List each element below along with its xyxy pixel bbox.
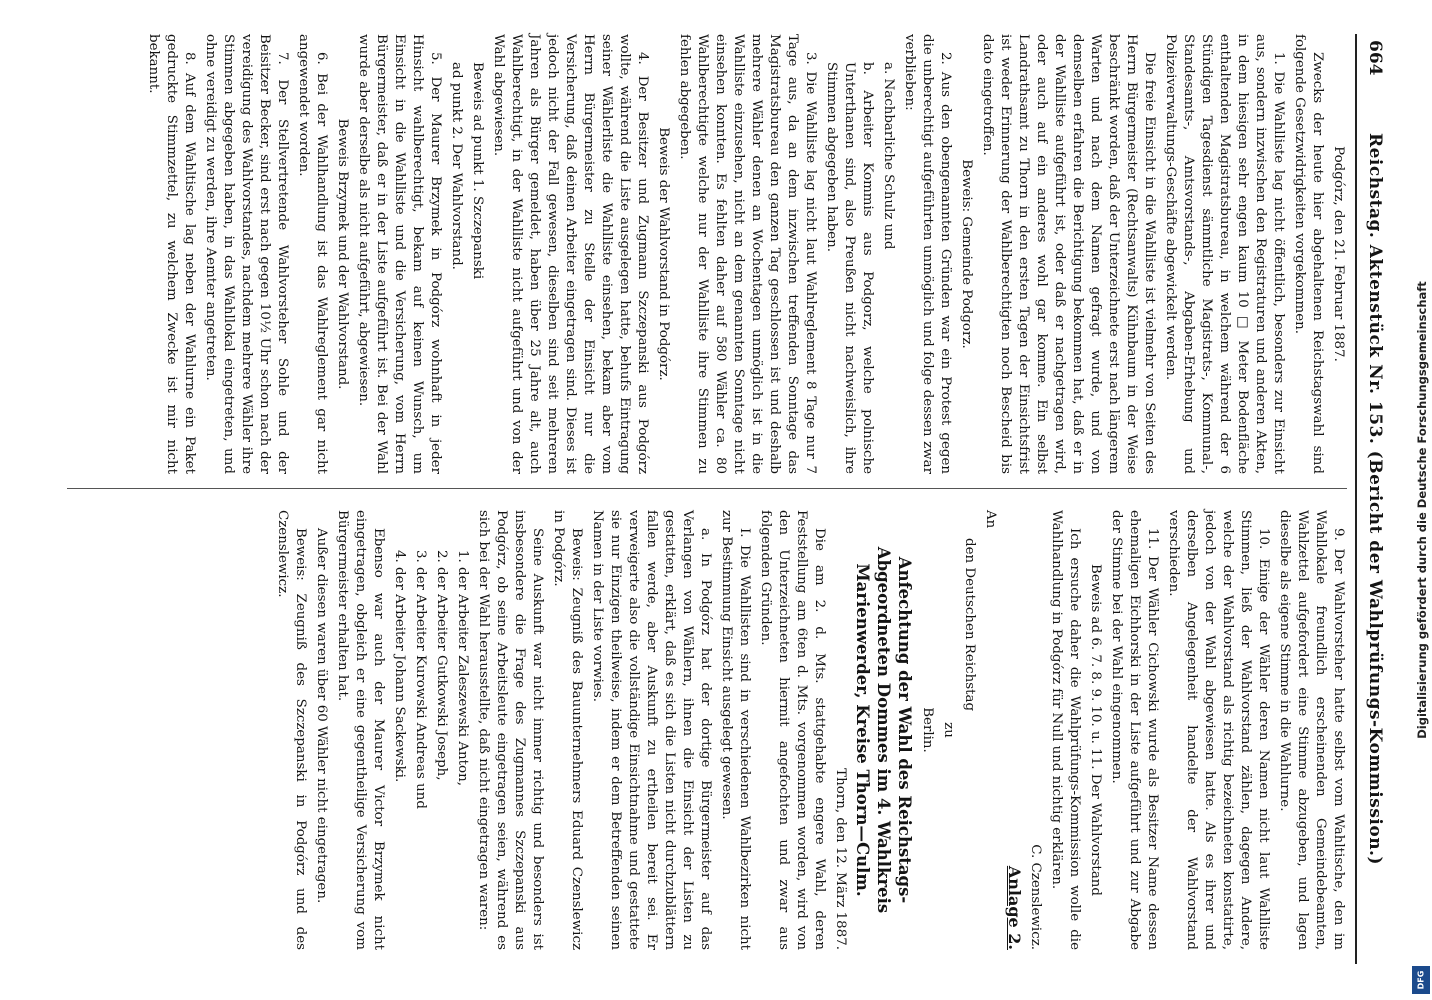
proof-4b: ad punkt 2. Der Wahlvorstand. [449, 62, 464, 270]
address-zu: zu [941, 722, 956, 738]
section-1a-2: Seine Auskunft war nicht immer richtig und besonders ist insbesondere die Frage des Zugmannes Szczepanski aus Podgórz, ob seine Arbeitsleute eingetragen seien, während es sich bei der Wahl herausstellte, daß nicht eingetragen waren: [476, 510, 545, 950]
date-2: Thorn, den 12. März 1887. [833, 768, 848, 950]
item-5: 5. Der Maurer Brzymek in Podgórz wohnhaft in jeder Hinsicht wahlberechtigt, bekam auf keinen Wunsch, um Einsicht in die Wahlliste und die Versicherung, vom Herrn Bürgermeister, daß er in der Liste aufgeführt ist. Bei der Wahl wurde aber derselbe als nicht aufgeführt, abgewiesen. [356, 34, 443, 474]
page-header [1355, 34, 1391, 964]
proof-5: Beweis Brzymek und der Wahlvorstand. [335, 118, 350, 390]
digitization-credit [1412, 40, 1432, 980]
credit-text: Digitalisierung gefördert durch die Deutsche Forschungsgemeinschaft [1415, 281, 1429, 739]
item-10: 10. Einige der Wähler deren Namen nicht laut Wahlliste Stimmen, ließ der Wahlvorstand zählen, dagegen Andere, welche der Wahlvorstand als richtig bezeichneten konstatirte, jedoch von der Wahl abgewiesen hatte. Als es ihrer und derselben Angelegenheit handelte der Wahlvorstand verschieden. [1166, 510, 1271, 950]
signature: C. Czenslewicz. [1028, 844, 1043, 950]
intro-2: Die am 2. d. Mts. stattgehabte engere Wahl, deren Feststellung am 6ten d. Mts. vorgenommen worden, wird von den Unterzeichneten hiermit angefochten und zwar aus folgenden Gründen. [758, 510, 827, 950]
item-9: 9. Der Wahlvorsteher hatte selbst vom Wahltische, den im Wahllokale freundlich erscheinenden Gemeindebeamten, Wahlzettel aufgefordert eine Stimme abzugeben, und lagen dieselbe als eigene Stimme in die Wahlurne. [1277, 510, 1346, 950]
item-2a: a. Nachbarliche Schulz und [881, 62, 896, 250]
dateline: Podgórz, den 21. Februar 1887. [1331, 146, 1346, 362]
proof-1: Beweis: Gemeinde Podgorz. [959, 159, 974, 349]
proof-3: Beweis der Wahlvorstand in Podgórz. [656, 127, 671, 381]
column-divider [67, 488, 1347, 489]
item-1-continued: Die freie Einsicht in die Wahlliste ist vielmehr von Seiten des Herrn Bürgermeister (Rechtsanwalts) Kühnbaum in der Weise beschränkt worden, daß der Unterzeichnete erst nach längerem Warten und nach dem Namen gefragt wurde, und von demselben erfahren die Berichtigung bekommen hat, daß er in der Wahlliste aufgeführt ist, oder daß er nachgetragen wird, oder auch auf ein anderes wohl gar komme. Ein selbst Landrathsamt zu Thorn in den ersten Tagen der Einsichtsfrist ist weder Erinnerung der Wahlberechtigten noch Bescheid bis dato eingetroffen. [980, 34, 1157, 474]
list-item: 3. der Arbeiter Kurowski Andreas und [413, 550, 428, 809]
dfg-logo-icon [1412, 966, 1430, 994]
item-3: 3. Die Wahlliste lag nicht laut Wahlreglement 8 Tage nur 7 Tage aus, da an dem inzwischen treffenden Sonntage das Magistratsbureau den ganzen Tag geschlossen ist und deshalb mehrere Wähler denen an Wochentagen unmöglich ist in die Wahlliste einzusehen, nicht an dem genannten Sonntage nicht einsehen konnten. Es fehlten daher auf 580 Wähler ca. 80 Wahlberechtigte welche nur der Wahlliste ihre Stimmen zu fehlen abgegeben. [677, 34, 818, 474]
worker-list [390, 510, 471, 950]
intro-paragraph: Zwecks der heute hier abgehaltenen Reichstagswahl sind folgende Gesetzwidrigkeiten vorgekommen. [1292, 34, 1325, 474]
item-8: 8. Auf dem Wahltische lag neben der Wahlurne ein Paket gedruckte Stimmzettel, zu welchem Zwecke ist mir nicht bekannt. [146, 34, 197, 474]
running-title: Reichstag. Aktenstück Nr. 153. (Bericht der Wahlprüfungs-Kommission.) [1365, 132, 1385, 866]
item-4: 4. Der Besitzer und Zugmann Szczepanski aus Podgórz wollte, während die Liste ausgelegen hatte, behufs Eintragung seiner Wählerliste die Wahlliste einsehen, bekam aber vom Herrn Bürgermeister zu Stelle der Einsicht nur die Versicherung, daß deinen Arbeiter eingetragen sind. Dieses ist jedoch nicht der Fall gewesen, dieselben sind seit mehreren Jahren als Bürger gemeldet, haben über 25 Jahre alt, auch Wahlberechtigt, in der Wahlliste nicht aufgeführt und von der Wahl abgewiesen. [491, 34, 650, 474]
address-city: Berlin. [920, 707, 935, 753]
address-recipient: den Deutschen Reichstag [962, 538, 977, 712]
section-1a-4: Außer diesen waren über 60 Wähler nicht eingetragen. [314, 528, 329, 904]
proof-a: Beweis: Zeugniß des Bauunternehmers Eduard Czenslewicz in Podgórz. [551, 510, 584, 950]
document-page [21, 20, 1411, 980]
item-2b: b. Arbeiter Kommis aus Podgorz, welche polnische Unterthanen sind, also Preußen nicht nachweislich, ihre Stimmen abgegeben haben. [824, 62, 875, 474]
dfg-logo-text: DFG [1416, 970, 1426, 990]
proof-11: Beweis ad 6. 7. 8. 9. 10. u. 11. Der Wahlvorstand [1088, 563, 1103, 896]
list-item: 2. der Arbeiter Gutkowski Joseph, [434, 550, 449, 781]
right-column [47, 510, 1347, 950]
item-7: 7. Der Stellvertretende Wahlvorsteher Sohle und der Beisitzer Becker, sind erst nach gegen 10½ Uhr schon nach der vereidigung des Wahlvorstandes, nachdem mehrere Wähler ihre Stimmen abgegeben haben, in das Wahllokal eingetreten, und ohne vereidigt zu werden, ihre Aemter angetreten. [203, 34, 290, 474]
proof-4: Beweis ad punkt 1. Szczepanski [470, 62, 485, 280]
list-item: 4. der Arbeiter Johann Sackewski. [392, 550, 407, 783]
list-item: 1. der Arbeiter Zaleszewski Anton, [455, 550, 470, 786]
document-title: Anfechtung der Wahl des Reichstags-Abgeordneten Dommes im 4. Wahlkreis Marienwerder, Kreise Thorn—Culm. [853, 546, 914, 914]
section-1: I. Die Wahllisten sind in verschiedenen Wahlbezirken nicht zur Bestimmung Einsicht ausgelegt gewesen. [719, 510, 752, 950]
left-column [47, 34, 1347, 474]
section-1a: a. In Podgórz hat der dortige Bürgermeister auf das Verlangen von Wählern, ihnen die Einsicht der Listen zu gestatten, erklärt, daß es sich die Listen nicht durchzublättern fallen werde, aber Auskunft zu ertheilen bereit sei. Er verweigerte also die vollständige Einsichtnahme und gestattete sie nur Einzigen theilweise, indem er dem Betreffenden seinen Namen in der Liste vorwies. [590, 510, 713, 950]
address-an: An [983, 510, 998, 529]
item-11: 11. Der Wähler Cichowski wurde als Besitzer Name dessen ehemaligen Eichhorski in der Liste aufgeführt und zur Abgabe der Stimme bei der Wahl eingenommen. [1109, 510, 1160, 950]
item-2: 2. Aus den obengenannten Gründen war ein Protest gegen die unberechtigt aufgeführten unmöglich und folge dessen zwar verblieben: [902, 34, 953, 474]
item-6: 6. Bei der Wahlhandlung ist das Wahlreglement gar nicht angewendet worden. [296, 34, 329, 474]
item-1: 1. Die Wahlliste lag nicht öffentlich, besonders zur Einsicht aus, sondern inzwischen den Registraturen und anderen Akten, in dem hiesigen sehr engen kaum 10 □ Meter Bodenfläche enthaltenden Magistratsbureau, in welchem während der 6 Stündigen Tagesdienst sämmtliche Magistrats-, Kommunal-, Standesamts-, Amtsvorstands-, Abgaben-Erhebung und Polizeiverwaltungs-Geschäfte abgewickelt werden. [1163, 34, 1286, 474]
proof-final: Beweis: Zeugniß des Szczepanski in Podgórz und des Czenslewicz. [275, 510, 308, 950]
conclusion: Ich ersuche daher die Wahlprüfungs-Kommission wolle die Wahlhandlung in Podgórz für Null und nichtig erklären. [1049, 510, 1082, 950]
anlage-heading: Anlage 2. [1005, 865, 1024, 950]
section-1a-3: Ebenso war auch der Maurer Victor Brzymek nicht eingetragen, obgleich er eine gegentheilige Versicherung vom Bürgermeister erhalten hat. [335, 510, 386, 950]
page-number: 664 [1365, 40, 1385, 76]
